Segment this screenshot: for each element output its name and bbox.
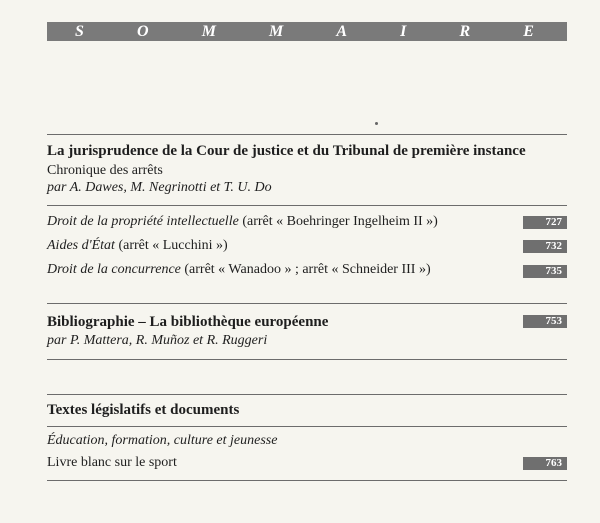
entry-topic: Droit de la propriété intellectuelle [47, 214, 239, 229]
page-number-badge: 753 [523, 315, 567, 328]
divider [47, 480, 567, 481]
section-title-textes: Textes législatifs et documents [47, 402, 240, 418]
divider [47, 426, 567, 427]
section-title-bibliographie[interactable]: Bibliographie – La bibliothèque européenne [47, 314, 329, 330]
banner-letter: I [400, 22, 408, 40]
page-number-badge: 735 [523, 265, 567, 278]
divider [47, 303, 567, 304]
page-number-badge: 763 [523, 457, 567, 470]
divider [47, 394, 567, 395]
banner-letter: E [523, 22, 535, 40]
divider [47, 359, 567, 360]
banner-letter: R [459, 22, 472, 40]
toc-entry[interactable] [47, 214, 438, 230]
section-subtitle: Chronique des arrêts [47, 163, 163, 178]
section-authors: par P. Mattera, R. Muñoz et R. Ruggeri [47, 333, 268, 348]
banner-letter: S [75, 22, 85, 40]
entry-detail: (arrêt « Boehringer Ingelheim II ») [238, 214, 438, 229]
category-label: Éducation, formation, culture et jeunesse [47, 433, 278, 448]
sommaire-banner [47, 22, 567, 41]
page-number-badge: 727 [523, 216, 567, 229]
page-number-badge: 732 [523, 240, 567, 253]
banner-letter: M [269, 22, 285, 40]
entry-topic: Droit de la concurrence [47, 262, 181, 277]
banner-letter: M [201, 22, 217, 40]
toc-entry[interactable] [47, 262, 431, 278]
banner-letter: O [137, 22, 150, 40]
print-speck [375, 122, 378, 125]
entry-detail: (arrêt « Wanadoo » ; arrêt « Schneider III ») [180, 262, 431, 277]
divider [47, 205, 567, 206]
toc-entry[interactable] [47, 238, 228, 254]
banner-letter: A [336, 22, 349, 40]
divider [47, 134, 567, 135]
entry-topic: Aides d'État [47, 238, 115, 253]
toc-entry[interactable]: Livre blanc sur le sport [47, 455, 177, 470]
section-authors: par A. Dawes, M. Negrinotti et T. U. Do [47, 180, 272, 195]
entry-detail: (arrêt « Lucchini ») [114, 238, 228, 253]
section-title-jurisprudence: La jurisprudence de la Cour de justice et du Tribunal de première instance [47, 143, 526, 159]
